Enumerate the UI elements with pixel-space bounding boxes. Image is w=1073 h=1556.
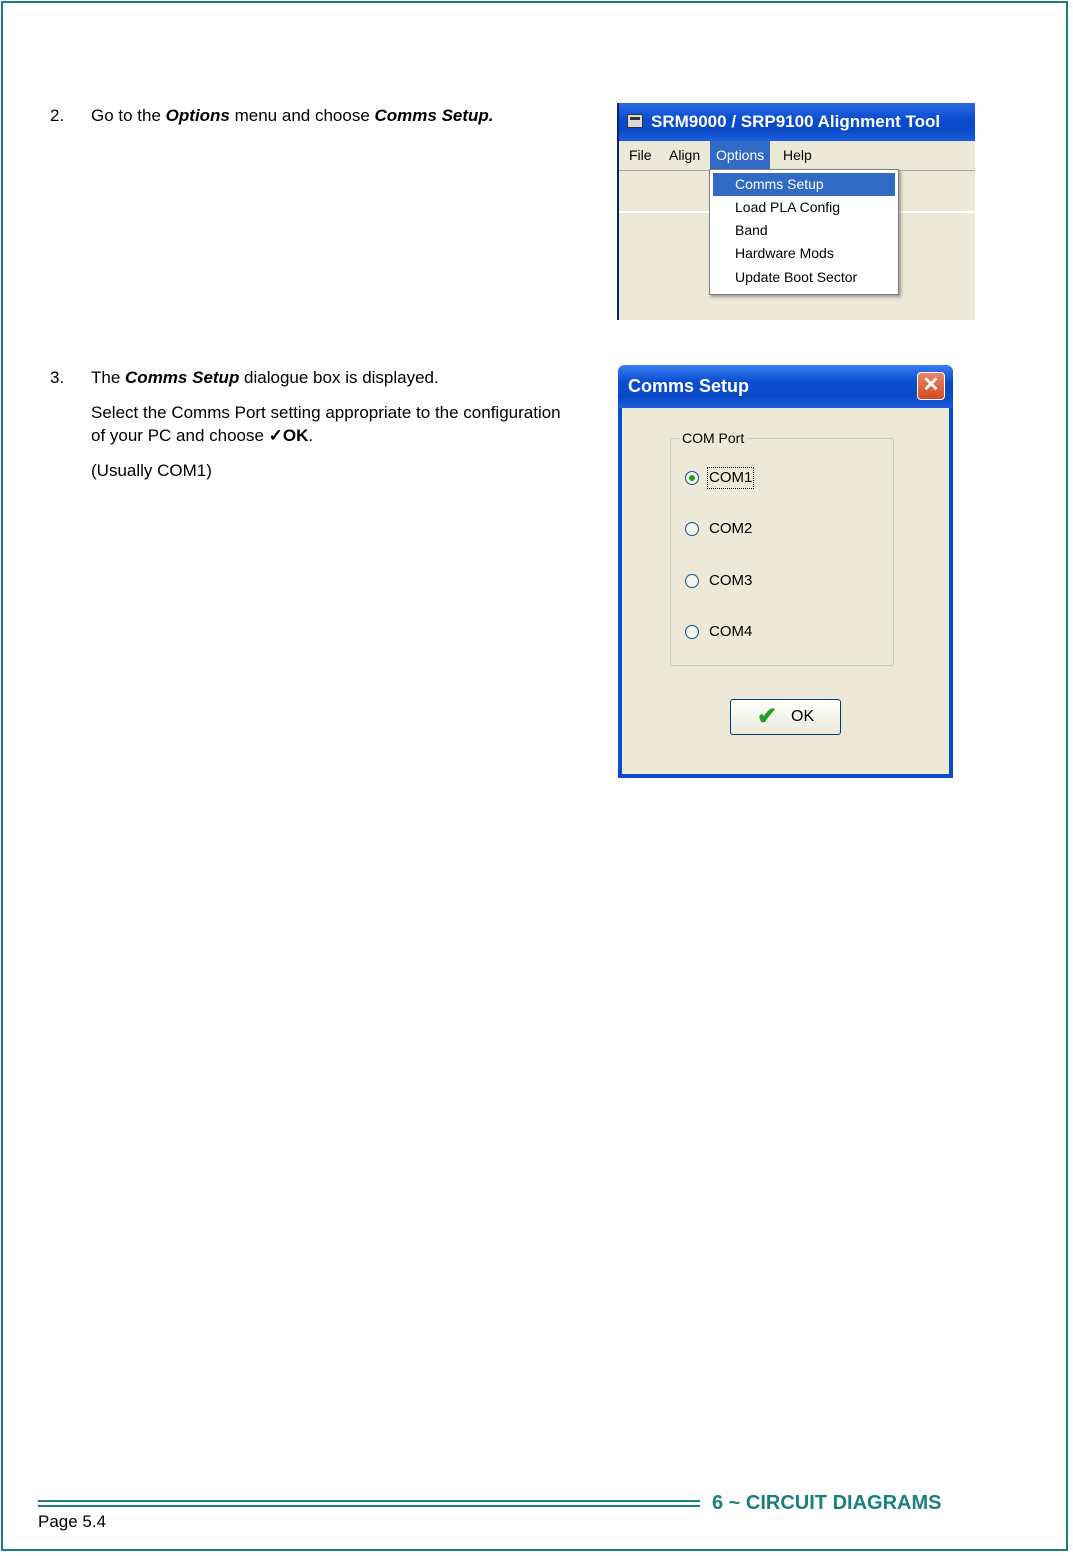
menu-name: Options xyxy=(165,106,230,125)
text: dialogue box is displayed. xyxy=(239,368,439,387)
app-title: SRM9000 / SRP9100 Alignment Tool xyxy=(651,112,941,131)
step-text xyxy=(91,104,561,139)
radio-label: COM1 xyxy=(709,469,753,486)
hint-text: (Usually COM1) xyxy=(91,461,212,480)
text: Select the Comms Port setting appropriate to the configuration of your PC and choose xyxy=(91,403,561,445)
text: Go to the xyxy=(91,106,166,125)
menu-help[interactable]: Help xyxy=(783,147,812,163)
dialog-name: Comms Setup xyxy=(125,368,240,387)
radio-icon[interactable] xyxy=(685,574,699,588)
menu-options[interactable]: Options xyxy=(710,141,770,169)
page-number: Page 5.4 xyxy=(38,1512,107,1531)
ok-word: OK xyxy=(282,426,309,445)
item-name: Comms Setup. xyxy=(374,106,494,125)
step-text xyxy=(91,366,561,494)
menu-item-comms-setup[interactable]: Comms Setup xyxy=(713,173,895,196)
ok-label: OK xyxy=(791,708,815,725)
text: The xyxy=(91,368,126,387)
radio-selected-icon[interactable] xyxy=(685,471,699,485)
comms-setup-dialog xyxy=(618,365,953,778)
text: . xyxy=(308,426,314,445)
menu-align[interactable]: Align xyxy=(669,147,701,163)
group-label: COM Port xyxy=(679,429,747,447)
ok-button[interactable] xyxy=(730,699,841,735)
dialog-title: Comms Setup xyxy=(628,376,750,396)
dialog-title-bar xyxy=(618,365,953,408)
options-dropdown xyxy=(709,169,899,295)
dialog-client xyxy=(622,408,949,774)
app-title-bar xyxy=(619,103,975,141)
step-number: 2. xyxy=(50,106,65,125)
radio-icon[interactable] xyxy=(685,625,699,639)
checkmark-icon: ✓ xyxy=(268,426,283,445)
menu-item-update-boot-sector[interactable]: Update Boot Sector xyxy=(735,269,858,285)
step-number: 3. xyxy=(50,368,65,387)
menu-item-band[interactable]: Band xyxy=(735,222,768,238)
close-icon[interactable]: ✕ xyxy=(917,372,945,400)
menu-item-hardware-mods[interactable]: Hardware Mods xyxy=(735,245,834,261)
section-title: 6 ~ CIRCUIT DIAGRAMS xyxy=(712,1492,942,1514)
menu-screenshot xyxy=(617,103,975,320)
app-icon xyxy=(627,114,643,128)
com-port-group xyxy=(670,430,894,666)
menu-item-load-pla-config[interactable]: Load PLA Config xyxy=(735,199,841,215)
radio-label: COM3 xyxy=(709,572,753,589)
radio-icon[interactable] xyxy=(685,522,699,536)
check-icon: ✔ xyxy=(757,703,778,730)
menu-file[interactable]: File xyxy=(629,147,652,163)
radio-label: COM2 xyxy=(709,520,753,537)
footer-rule xyxy=(38,1500,700,1507)
menubar xyxy=(619,141,975,169)
text: menu and choose xyxy=(229,106,375,125)
radio-label: COM4 xyxy=(709,623,753,640)
